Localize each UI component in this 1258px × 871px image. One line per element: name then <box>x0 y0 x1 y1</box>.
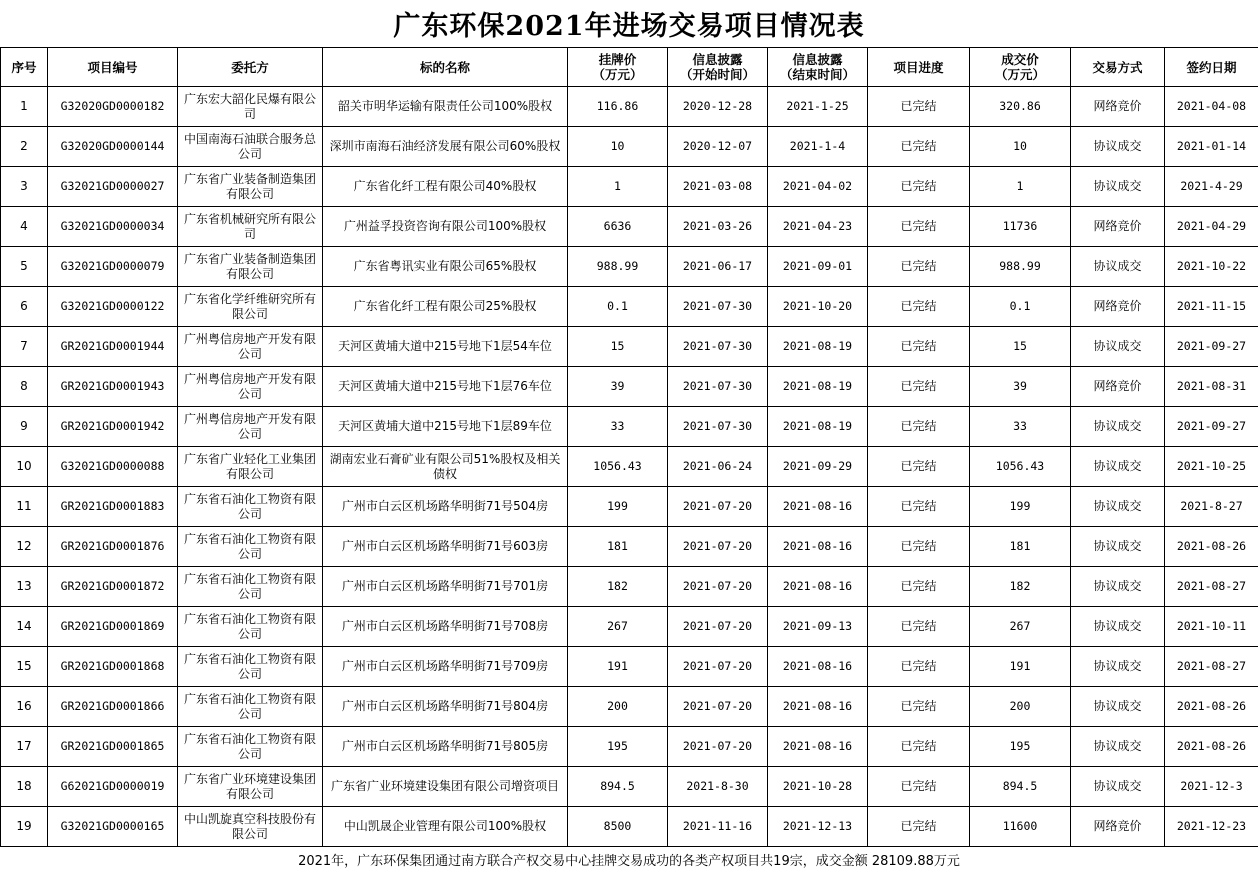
cell-progress: 已完结 <box>868 407 970 447</box>
cell-project-code: G62021GD0000019 <box>48 767 178 807</box>
cell-index: 11 <box>1 487 48 527</box>
cell-progress: 已完结 <box>868 687 970 727</box>
cell-deal-price: 0.1 <box>970 287 1071 327</box>
cell-disclosure-end: 2021-08-19 <box>768 407 868 447</box>
table-row <box>1 447 1258 487</box>
cell-disclosure-end: 2021-04-23 <box>768 207 868 247</box>
cell-trade-method: 协议成交 <box>1071 447 1165 487</box>
cell-listing-price: 15 <box>568 327 668 367</box>
cell-project-code: GR2021GD0001942 <box>48 407 178 447</box>
cell-client: 广东省广业装备制造集团有限公司 <box>178 167 323 207</box>
cell-client: 广东省广业环境建设集团有限公司 <box>178 767 323 807</box>
cell-trade-method: 协议成交 <box>1071 687 1165 727</box>
cell-index: 15 <box>1 647 48 687</box>
cell-sign-date: 2021-10-25 <box>1165 447 1258 487</box>
cell-client: 广东宏大韶化民爆有限公司 <box>178 87 323 127</box>
table-row <box>1 527 1258 567</box>
cell-deal-price: 267 <box>970 607 1071 647</box>
cell-disclosure-start: 2021-11-16 <box>668 807 768 847</box>
cell-project-code: GR2021GD0001943 <box>48 367 178 407</box>
cell-listing-price: 191 <box>568 647 668 687</box>
cell-project-code: GR2021GD0001883 <box>48 487 178 527</box>
cell-listing-price: 182 <box>568 567 668 607</box>
cell-deal-price: 39 <box>970 367 1071 407</box>
cell-client: 广州粤信房地产开发有限公司 <box>178 407 323 447</box>
cell-disclosure-start: 2021-8-30 <box>668 767 768 807</box>
cell-trade-method: 协议成交 <box>1071 127 1165 167</box>
table-row <box>1 647 1258 687</box>
cell-progress: 已完结 <box>868 327 970 367</box>
cell-disclosure-end: 2021-1-25 <box>768 87 868 127</box>
cell-disclosure-start: 2020-12-07 <box>668 127 768 167</box>
cell-deal-price: 182 <box>970 567 1071 607</box>
header-progress: 项目进度 <box>868 48 970 87</box>
cell-listing-price: 199 <box>568 487 668 527</box>
header-target-name: 标的名称 <box>323 48 568 87</box>
cell-client: 广东省机械研究所有限公司 <box>178 207 323 247</box>
cell-listing-price: 200 <box>568 687 668 727</box>
cell-progress: 已完结 <box>868 127 970 167</box>
cell-client: 广东省石油化工物资有限公司 <box>178 567 323 607</box>
cell-target-name: 广州市白云区机场路华明街71号701房 <box>323 567 568 607</box>
table-row <box>1 207 1258 247</box>
cell-target-name: 广州市白云区机场路华明街71号603房 <box>323 527 568 567</box>
table-row <box>1 127 1258 167</box>
cell-disclosure-end: 2021-08-19 <box>768 367 868 407</box>
cell-target-name: 中山凯晟企业管理有限公司100%股权 <box>323 807 568 847</box>
cell-listing-price: 33 <box>568 407 668 447</box>
cell-sign-date: 2021-04-29 <box>1165 207 1258 247</box>
cell-disclosure-end: 2021-09-29 <box>768 447 868 487</box>
cell-index: 16 <box>1 687 48 727</box>
cell-listing-price: 195 <box>568 727 668 767</box>
cell-index: 7 <box>1 327 48 367</box>
cell-deal-price: 200 <box>970 687 1071 727</box>
cell-client: 中国南海石油联合服务总公司 <box>178 127 323 167</box>
cell-trade-method: 协议成交 <box>1071 647 1165 687</box>
cell-client: 中山凯旋真空科技股份有限公司 <box>178 807 323 847</box>
cell-trade-method: 网络竞价 <box>1071 287 1165 327</box>
header-disclosure-start: 信息披露 （开始时间） <box>668 48 768 87</box>
cell-listing-price: 39 <box>568 367 668 407</box>
cell-listing-price: 988.99 <box>568 247 668 287</box>
cell-disclosure-start: 2021-06-24 <box>668 447 768 487</box>
cell-target-name: 广州益孚投资咨询有限公司100%股权 <box>323 207 568 247</box>
cell-client: 广州粤信房地产开发有限公司 <box>178 327 323 367</box>
header-listing-price: 挂牌价 （万元） <box>568 48 668 87</box>
cell-listing-price: 116.86 <box>568 87 668 127</box>
cell-target-name: 广州市白云区机场路华明街71号504房 <box>323 487 568 527</box>
cell-sign-date: 2021-08-26 <box>1165 727 1258 767</box>
cell-index: 8 <box>1 367 48 407</box>
cell-disclosure-start: 2021-07-20 <box>668 727 768 767</box>
cell-deal-price: 15 <box>970 327 1071 367</box>
cell-client: 广东省石油化工物资有限公司 <box>178 647 323 687</box>
cell-progress: 已完结 <box>868 727 970 767</box>
table-row <box>1 687 1258 727</box>
cell-disclosure-start: 2021-07-20 <box>668 687 768 727</box>
cell-sign-date: 2021-04-08 <box>1165 87 1258 127</box>
cell-sign-date: 2021-08-27 <box>1165 567 1258 607</box>
cell-target-name: 广东省化纤工程有限公司40%股权 <box>323 167 568 207</box>
cell-progress: 已完结 <box>868 607 970 647</box>
header-trade-method: 交易方式 <box>1071 48 1165 87</box>
cell-disclosure-end: 2021-08-16 <box>768 527 868 567</box>
cell-disclosure-end: 2021-1-4 <box>768 127 868 167</box>
cell-project-code: GR2021GD0001868 <box>48 647 178 687</box>
table-row <box>1 807 1258 847</box>
cell-trade-method: 网络竞价 <box>1071 87 1165 127</box>
cell-target-name: 深圳市南海石油经济发展有限公司60%股权 <box>323 127 568 167</box>
cell-disclosure-start: 2021-07-30 <box>668 327 768 367</box>
cell-deal-price: 195 <box>970 727 1071 767</box>
cell-trade-method: 协议成交 <box>1071 727 1165 767</box>
cell-disclosure-start: 2021-03-08 <box>668 167 768 207</box>
cell-target-name: 广州市白云区机场路华明街71号709房 <box>323 647 568 687</box>
cell-index: 19 <box>1 807 48 847</box>
cell-project-code: GR2021GD0001872 <box>48 567 178 607</box>
cell-project-code: G32021GD0000088 <box>48 447 178 487</box>
cell-project-code: GR2021GD0001869 <box>48 607 178 647</box>
cell-trade-method: 网络竞价 <box>1071 807 1165 847</box>
cell-disclosure-end: 2021-08-16 <box>768 727 868 767</box>
cell-project-code: G32020GD0000144 <box>48 127 178 167</box>
cell-progress: 已完结 <box>868 287 970 327</box>
header-sign-date: 签约日期 <box>1165 48 1258 87</box>
cell-disclosure-start: 2021-07-20 <box>668 607 768 647</box>
cell-listing-price: 8500 <box>568 807 668 847</box>
cell-listing-price: 1056.43 <box>568 447 668 487</box>
cell-disclosure-end: 2021-10-28 <box>768 767 868 807</box>
cell-trade-method: 协议成交 <box>1071 607 1165 647</box>
cell-index: 13 <box>1 567 48 607</box>
cell-disclosure-start: 2021-07-30 <box>668 287 768 327</box>
table-row <box>1 167 1258 207</box>
cell-client: 广东省广业轻化工业集团有限公司 <box>178 447 323 487</box>
cell-target-name: 广东省化纤工程有限公司25%股权 <box>323 287 568 327</box>
cell-sign-date: 2021-08-31 <box>1165 367 1258 407</box>
projects-table <box>0 47 1258 847</box>
cell-deal-price: 33 <box>970 407 1071 447</box>
table-row <box>1 727 1258 767</box>
cell-listing-price: 6636 <box>568 207 668 247</box>
cell-index: 9 <box>1 407 48 447</box>
cell-trade-method: 协议成交 <box>1071 247 1165 287</box>
cell-deal-price: 1056.43 <box>970 447 1071 487</box>
cell-progress: 已完结 <box>868 447 970 487</box>
cell-target-name: 天河区黄埔大道中215号地下1层54车位 <box>323 327 568 367</box>
cell-project-code: G32021GD0000079 <box>48 247 178 287</box>
cell-deal-price: 10 <box>970 127 1071 167</box>
cell-disclosure-end: 2021-10-20 <box>768 287 868 327</box>
cell-disclosure-start: 2021-06-17 <box>668 247 768 287</box>
table-row <box>1 407 1258 447</box>
cell-index: 2 <box>1 127 48 167</box>
cell-progress: 已完结 <box>868 767 970 807</box>
cell-project-code: G32021GD0000165 <box>48 807 178 847</box>
cell-progress: 已完结 <box>868 167 970 207</box>
cell-sign-date: 2021-09-27 <box>1165 407 1258 447</box>
cell-index: 14 <box>1 607 48 647</box>
summary-note: 2021年，广东环保集团通过南方联合产权交易中心挂牌交易成功的各类产权项目共19宗，成交金额 28109.88万元 <box>298 854 960 869</box>
cell-listing-price: 181 <box>568 527 668 567</box>
cell-index: 3 <box>1 167 48 207</box>
cell-trade-method: 协议成交 <box>1071 487 1165 527</box>
header-disclosure-end: 信息披露 （结束时间） <box>768 48 868 87</box>
cell-disclosure-start: 2021-07-20 <box>668 647 768 687</box>
cell-client: 广东省石油化工物资有限公司 <box>178 487 323 527</box>
cell-client: 广东省石油化工物资有限公司 <box>178 527 323 567</box>
cell-progress: 已完结 <box>868 527 970 567</box>
cell-index: 18 <box>1 767 48 807</box>
cell-trade-method: 协议成交 <box>1071 527 1165 567</box>
cell-listing-price: 10 <box>568 127 668 167</box>
cell-trade-method: 协议成交 <box>1071 567 1165 607</box>
cell-index: 12 <box>1 527 48 567</box>
cell-index: 10 <box>1 447 48 487</box>
cell-project-code: G32021GD0000027 <box>48 167 178 207</box>
cell-deal-price: 988.99 <box>970 247 1071 287</box>
table-row <box>1 367 1258 407</box>
cell-project-code: GR2021GD0001944 <box>48 327 178 367</box>
cell-trade-method: 协议成交 <box>1071 767 1165 807</box>
cell-progress: 已完结 <box>868 87 970 127</box>
header-client: 委托方 <box>178 48 323 87</box>
cell-index: 5 <box>1 247 48 287</box>
cell-disclosure-start: 2021-07-30 <box>668 367 768 407</box>
cell-listing-price: 894.5 <box>568 767 668 807</box>
cell-index: 1 <box>1 87 48 127</box>
cell-target-name: 韶关市明华运输有限责任公司100%股权 <box>323 87 568 127</box>
cell-disclosure-start: 2021-07-30 <box>668 407 768 447</box>
cell-client: 广东省化学纤维研究所有限公司 <box>178 287 323 327</box>
cell-target-name: 广州市白云区机场路华明街71号805房 <box>323 727 568 767</box>
cell-sign-date: 2021-11-15 <box>1165 287 1258 327</box>
cell-disclosure-start: 2021-03-26 <box>668 207 768 247</box>
cell-disclosure-start: 2021-07-20 <box>668 487 768 527</box>
header-row <box>1 48 1258 87</box>
table-row <box>1 87 1258 127</box>
cell-progress: 已完结 <box>868 807 970 847</box>
cell-disclosure-end: 2021-09-13 <box>768 607 868 647</box>
cell-sign-date: 2021-8-27 <box>1165 487 1258 527</box>
cell-target-name: 天河区黄埔大道中215号地下1层89车位 <box>323 407 568 447</box>
cell-target-name: 广州市白云区机场路华明街71号708房 <box>323 607 568 647</box>
cell-progress: 已完结 <box>868 487 970 527</box>
cell-index: 6 <box>1 287 48 327</box>
cell-sign-date: 2021-12-3 <box>1165 767 1258 807</box>
cell-index: 17 <box>1 727 48 767</box>
cell-progress: 已完结 <box>868 567 970 607</box>
table-row <box>1 607 1258 647</box>
cell-deal-price: 894.5 <box>970 767 1071 807</box>
cell-deal-price: 199 <box>970 487 1071 527</box>
cell-trade-method: 协议成交 <box>1071 167 1165 207</box>
header-project-code: 项目编号 <box>48 48 178 87</box>
cell-target-name: 广州市白云区机场路华明街71号804房 <box>323 687 568 727</box>
cell-disclosure-end: 2021-04-02 <box>768 167 868 207</box>
cell-listing-price: 0.1 <box>568 287 668 327</box>
cell-disclosure-end: 2021-08-16 <box>768 487 868 527</box>
cell-disclosure-end: 2021-08-16 <box>768 567 868 607</box>
header-index: 序号 <box>1 48 48 87</box>
cell-disclosure-end: 2021-08-16 <box>768 647 868 687</box>
table-row <box>1 247 1258 287</box>
cell-project-code: GR2021GD0001866 <box>48 687 178 727</box>
cell-target-name: 广东省广业环境建设集团有限公司增资项目 <box>323 767 568 807</box>
cell-trade-method: 网络竞价 <box>1071 367 1165 407</box>
cell-index: 4 <box>1 207 48 247</box>
cell-client: 广东省石油化工物资有限公司 <box>178 687 323 727</box>
page-title: 广东环保2021年进场交易项目情况表 <box>393 11 865 42</box>
cell-disclosure-start: 2021-07-20 <box>668 527 768 567</box>
cell-sign-date: 2021-12-23 <box>1165 807 1258 847</box>
cell-deal-price: 191 <box>970 647 1071 687</box>
table-row <box>1 287 1258 327</box>
cell-deal-price: 11736 <box>970 207 1071 247</box>
cell-progress: 已完结 <box>868 207 970 247</box>
cell-disclosure-start: 2020-12-28 <box>668 87 768 127</box>
header-deal-price: 成交价 （万元） <box>970 48 1071 87</box>
cell-sign-date: 2021-09-27 <box>1165 327 1258 367</box>
cell-target-name: 天河区黄埔大道中215号地下1层76车位 <box>323 367 568 407</box>
cell-client: 广东省石油化工物资有限公司 <box>178 607 323 647</box>
cell-disclosure-end: 2021-09-01 <box>768 247 868 287</box>
cell-project-code: G32021GD0000034 <box>48 207 178 247</box>
table-row <box>1 327 1258 367</box>
cell-project-code: G32021GD0000122 <box>48 287 178 327</box>
cell-client: 广州粤信房地产开发有限公司 <box>178 367 323 407</box>
cell-target-name: 广东省粤讯实业有限公司65%股权 <box>323 247 568 287</box>
cell-disclosure-start: 2021-07-20 <box>668 567 768 607</box>
cell-project-code: GR2021GD0001876 <box>48 527 178 567</box>
cell-disclosure-end: 2021-08-16 <box>768 687 868 727</box>
cell-deal-price: 11600 <box>970 807 1071 847</box>
cell-sign-date: 2021-10-11 <box>1165 607 1258 647</box>
cell-sign-date: 2021-10-22 <box>1165 247 1258 287</box>
cell-trade-method: 协议成交 <box>1071 327 1165 367</box>
cell-sign-date: 2021-01-14 <box>1165 127 1258 167</box>
cell-progress: 已完结 <box>868 247 970 287</box>
cell-project-code: G32020GD0000182 <box>48 87 178 127</box>
cell-disclosure-end: 2021-08-19 <box>768 327 868 367</box>
cell-deal-price: 181 <box>970 527 1071 567</box>
cell-trade-method: 协议成交 <box>1071 407 1165 447</box>
cell-sign-date: 2021-4-29 <box>1165 167 1258 207</box>
table-row <box>1 487 1258 527</box>
cell-project-code: GR2021GD0001865 <box>48 727 178 767</box>
cell-sign-date: 2021-08-27 <box>1165 647 1258 687</box>
cell-listing-price: 1 <box>568 167 668 207</box>
cell-deal-price: 1 <box>970 167 1071 207</box>
cell-sign-date: 2021-08-26 <box>1165 687 1258 727</box>
cell-progress: 已完结 <box>868 367 970 407</box>
cell-target-name: 湖南宏业石膏矿业有限公司51%股权及相关债权 <box>323 447 568 487</box>
table-row <box>1 767 1258 807</box>
cell-client: 广东省广业装备制造集团有限公司 <box>178 247 323 287</box>
cell-disclosure-end: 2021-12-13 <box>768 807 868 847</box>
cell-sign-date: 2021-08-26 <box>1165 527 1258 567</box>
cell-client: 广东省石油化工物资有限公司 <box>178 727 323 767</box>
cell-trade-method: 网络竞价 <box>1071 207 1165 247</box>
cell-listing-price: 267 <box>568 607 668 647</box>
cell-deal-price: 320.86 <box>970 87 1071 127</box>
table-row <box>1 567 1258 607</box>
cell-progress: 已完结 <box>868 647 970 687</box>
